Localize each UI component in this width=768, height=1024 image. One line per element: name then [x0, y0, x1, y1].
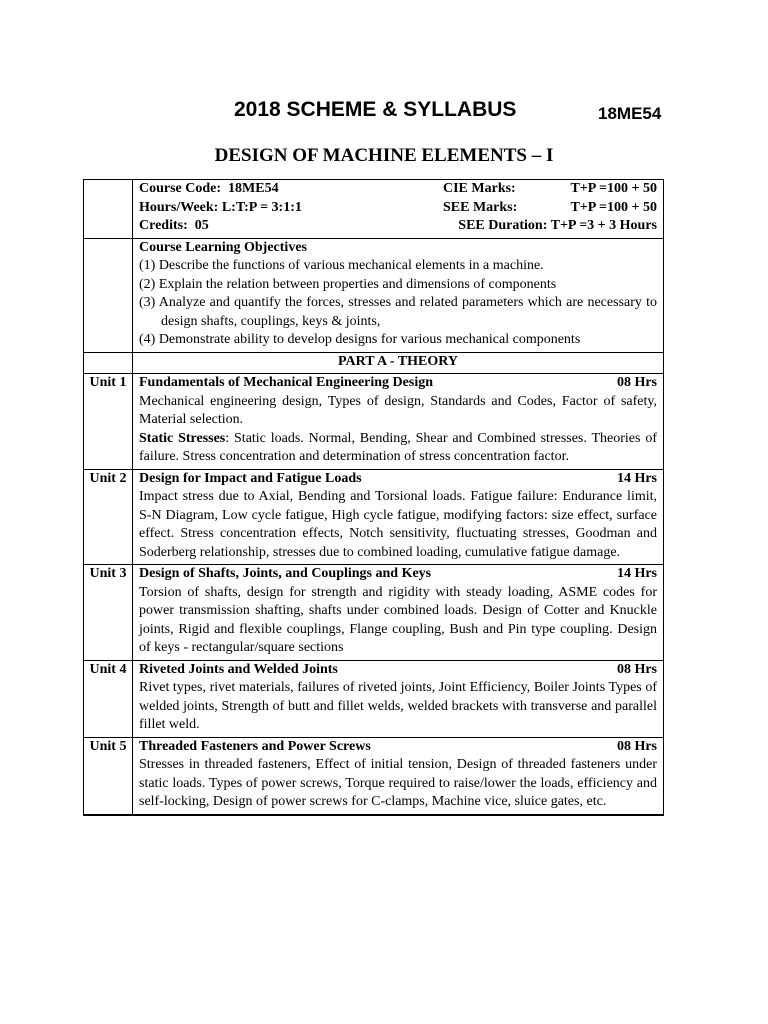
empty-cell	[84, 238, 133, 352]
unit-label: Unit 2	[89, 470, 127, 486]
info-line-2	[139, 199, 657, 218]
see-value: T+P =100 + 50	[570, 199, 657, 215]
subject-title: DESIGN OF MACHINE ELEMENTS – I	[214, 145, 554, 166]
scheme-title: 2018 SCHEME & SYLLABUS	[234, 98, 517, 121]
course-code-label: Course Code:	[139, 181, 222, 196]
part-row	[84, 352, 664, 374]
unit-label-cell	[84, 374, 133, 470]
cie-value: T+P =100 + 50	[570, 181, 657, 196]
unit-row	[84, 660, 664, 737]
unit-heading	[139, 374, 657, 393]
unit-heading	[139, 470, 657, 489]
unit-text: Rivet types, rivet materials, failures of riveted joints, Joint Efficiency, Boiler Joints Types of welded joints, Strength of butt and fillet welds, welded brackets with transverse and parallel fillet weld.	[139, 680, 657, 732]
unit-hours: 08 Hrs	[616, 375, 657, 390]
syllabus-table	[83, 179, 664, 816]
unit-text: Impact stress due to Axial, Bending and Torsional loads. Fatigue failure: Endurance limit, S-N Diagram, Low cycle fatigue, High cycle fatigue, modifying factors: size effect, surface effect. Stress concentration effects, Notch sensitivity, fluctuating stresses, Goodman and Soderberg relationship, stresses due to combined loading, cumulative fatigue damage.	[139, 489, 657, 560]
course-info-row	[84, 180, 664, 239]
part-a-heading: PART A - THEORY	[133, 352, 664, 374]
unit-row	[84, 469, 664, 565]
unit-text: Stresses in threaded fasteners, Effect of initial tension, Design of threaded fasteners under static loads. Types of power screws, Torque required to raise/lower the loads, efficiency and self-locking, Design of power screws for C-clamps, Machine vice, sluice gates, etc.	[139, 757, 657, 809]
unit-hours: 14 Hrs	[616, 470, 657, 486]
objective-item: (4) Demonstrate ability to develop designs for various mechanical components	[139, 332, 581, 347]
hours-value: L:T:P = 3:1:1	[221, 199, 302, 215]
unit-text: Torsion of shafts, design for strength and rigidity with steady loading, ASME codes for power transmission shafting, shafts under combined loads. Design of Cotter and Knuckle joints, Rigid and flexible couplings, Flange coupling, Bush and Pin type coupling. Design of keys - rectangular/square sections	[139, 584, 657, 655]
credits-label: Credits:	[139, 218, 188, 233]
unit-label: Unit 3	[89, 566, 127, 581]
objective-item: (1) Describe the functions of various mechanical elements in a machine.	[139, 258, 544, 273]
unit-hours: 14 Hrs	[616, 566, 657, 581]
unit-title: Design for Impact and Fatigue Loads	[139, 470, 362, 486]
duration-label: SEE Duration:	[458, 218, 548, 233]
unit-label: Unit 1	[89, 375, 127, 390]
unit-title: Fundamentals of Mechanical Engineering Design	[139, 375, 434, 390]
unit-content-cell	[133, 737, 664, 815]
course-code-value: 18ME54	[228, 181, 279, 196]
unit-title: Design of Shafts, Joints, and Couplings and Keys	[139, 566, 432, 581]
empty-cell	[84, 180, 133, 239]
objective-item: (3) Analyze and quantify the forces, stresses and related parameters which are necessary to design shafts, couplings, keys & joints,	[139, 295, 657, 329]
course-info-cell	[133, 180, 664, 239]
unit-hours: 08 Hrs	[616, 661, 657, 677]
unit-content-cell	[133, 660, 664, 737]
credits-value: 05	[194, 218, 209, 233]
empty-cell	[84, 352, 133, 374]
cie-label: CIE Marks:	[443, 181, 516, 196]
unit-text: Mechanical engineering design, Types of design, Standards and Codes, Factor of safety, Material selection.	[139, 393, 657, 427]
unit-row	[84, 374, 664, 470]
unit-heading	[139, 565, 657, 584]
sub-text: : Static loads. Normal, Bending, Shear and Combined stresses. Theories of failure. Stress concentration and determination of stress concentration factor.	[139, 430, 657, 464]
unit-label: Unit 4	[89, 661, 127, 677]
unit-label-cell	[84, 737, 133, 815]
unit-content-cell	[133, 565, 664, 661]
sub-label: Static Stresses	[139, 430, 226, 446]
unit-heading	[139, 738, 657, 757]
page-header	[0, 98, 768, 132]
unit-title: Riveted Joints and Welded Joints	[139, 661, 338, 677]
unit-hours: 08 Hrs	[616, 738, 657, 754]
unit-subtext	[139, 430, 657, 467]
objectives-title: Course Learning Objectives	[139, 239, 307, 255]
objectives-cell	[133, 238, 664, 352]
unit-title: Threaded Fasteners and Power Screws	[139, 738, 371, 754]
info-line-1	[139, 180, 657, 199]
course-code-heading: 18ME54	[598, 104, 662, 123]
info-line-3	[139, 217, 657, 236]
duration-value: T+P =3 + 3 Hours	[550, 218, 657, 233]
objective-item: (2) Explain the relation between properties and dimensions of components	[139, 276, 557, 292]
unit-label: Unit 5	[89, 738, 127, 754]
unit-label-cell	[84, 469, 133, 565]
hours-label: Hours/Week:	[139, 199, 219, 215]
unit-label-cell	[84, 660, 133, 737]
objectives-row	[84, 238, 664, 352]
unit-heading	[139, 661, 657, 680]
unit-label-cell	[84, 565, 133, 661]
see-label: SEE Marks:	[443, 199, 518, 215]
unit-row	[84, 565, 664, 661]
unit-content-cell	[133, 374, 664, 470]
unit-content-cell	[133, 469, 664, 565]
unit-row	[84, 737, 664, 815]
